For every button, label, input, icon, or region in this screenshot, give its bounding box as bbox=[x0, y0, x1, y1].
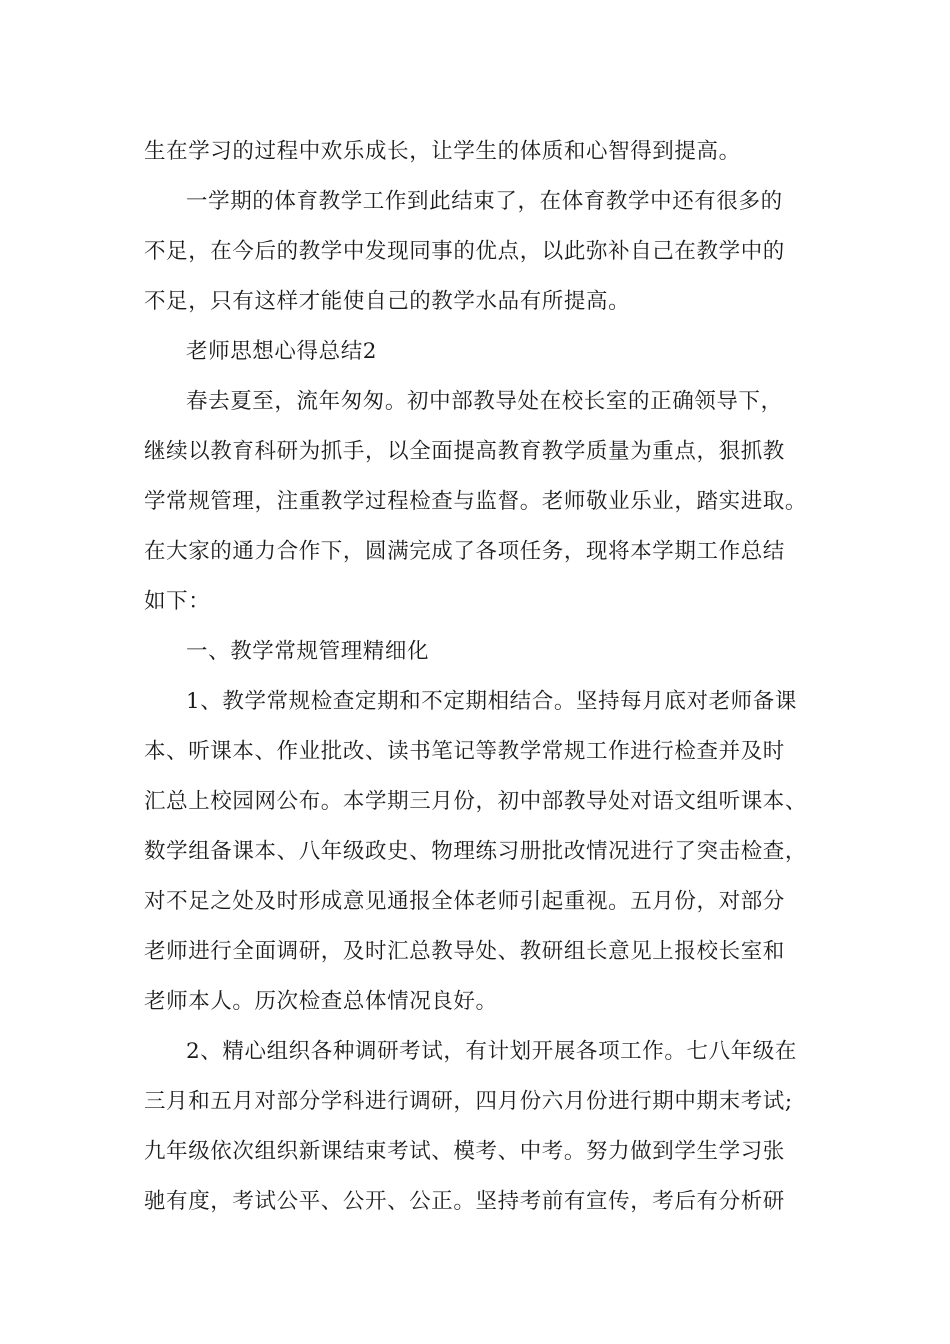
text-line: 数学组备课本、八年级政史、物理练习册批改情况进行了突击检查， bbox=[144, 839, 808, 864]
text-line: 老师本人。历次检查总体情况良好。 bbox=[144, 989, 498, 1014]
text-line: 继续以教育科研为抓手，以全面提高教育教学质量为重点，狠抓教 bbox=[144, 439, 785, 464]
text-line: 在大家的通力合作下，圆满完成了各项任务，现将本学期工作总结 bbox=[144, 539, 785, 564]
text-line: 三月和五月对部分学科进行调研，四月份六月份进行期中期末考试; bbox=[144, 1089, 793, 1114]
text-line: 对不足之处及时形成意见通报全体老师引起重视。五月份，对部分 bbox=[144, 889, 785, 914]
paragraph-start-line: 一学期的体育教学工作到此结束了，在体育教学中还有很多的 bbox=[186, 189, 783, 214]
text-line: 汇总上校园网公布。本学期三月份，初中部教导处对语文组听课本、 bbox=[144, 789, 808, 814]
text-line: 不足，只有这样才能使自己的教学水品有所提高。 bbox=[144, 289, 631, 314]
text-line: 学常规管理，注重教学过程检查与监督。老师敬业乐业，踏实进取。 bbox=[144, 489, 808, 514]
paragraph-start-line: 春去夏至，流年匆匆。初中部教导处在校长室的正确领导下， bbox=[186, 389, 783, 414]
text-line: 如下： bbox=[144, 589, 211, 614]
section-heading: 老师思想心得总结2 bbox=[186, 339, 378, 364]
text-line: 驰有度，考试公平、公开、公正。坚持考前有宣传，考后有分析研 bbox=[144, 1189, 785, 1214]
paragraph-start-line: 2、精心组织各种调研考试，有计划开展各项工作。七八年级在 bbox=[186, 1039, 797, 1064]
text-line: 老师进行全面调研，及时汇总教导处、教研组长意见上报校长室和 bbox=[144, 939, 785, 964]
text-line: 本、听课本、作业批改、读书笔记等教学常规工作进行检查并及时 bbox=[144, 739, 785, 764]
text-line: 不足，在今后的教学中发现同事的优点，以此弥补自己在教学中的 bbox=[144, 239, 785, 264]
text-line: 九年级依次组织新课结束考试、模考、中考。努力做到学生学习张 bbox=[144, 1139, 785, 1164]
text-line: 生在学习的过程中欢乐成长，让学生的体质和心智得到提高。 bbox=[144, 139, 741, 164]
paragraph-start-line: 1、教学常规检查定期和不定期相结合。坚持每月底对老师备课 bbox=[186, 689, 797, 714]
subsection-heading: 一、教学常规管理精细化 bbox=[186, 639, 430, 664]
